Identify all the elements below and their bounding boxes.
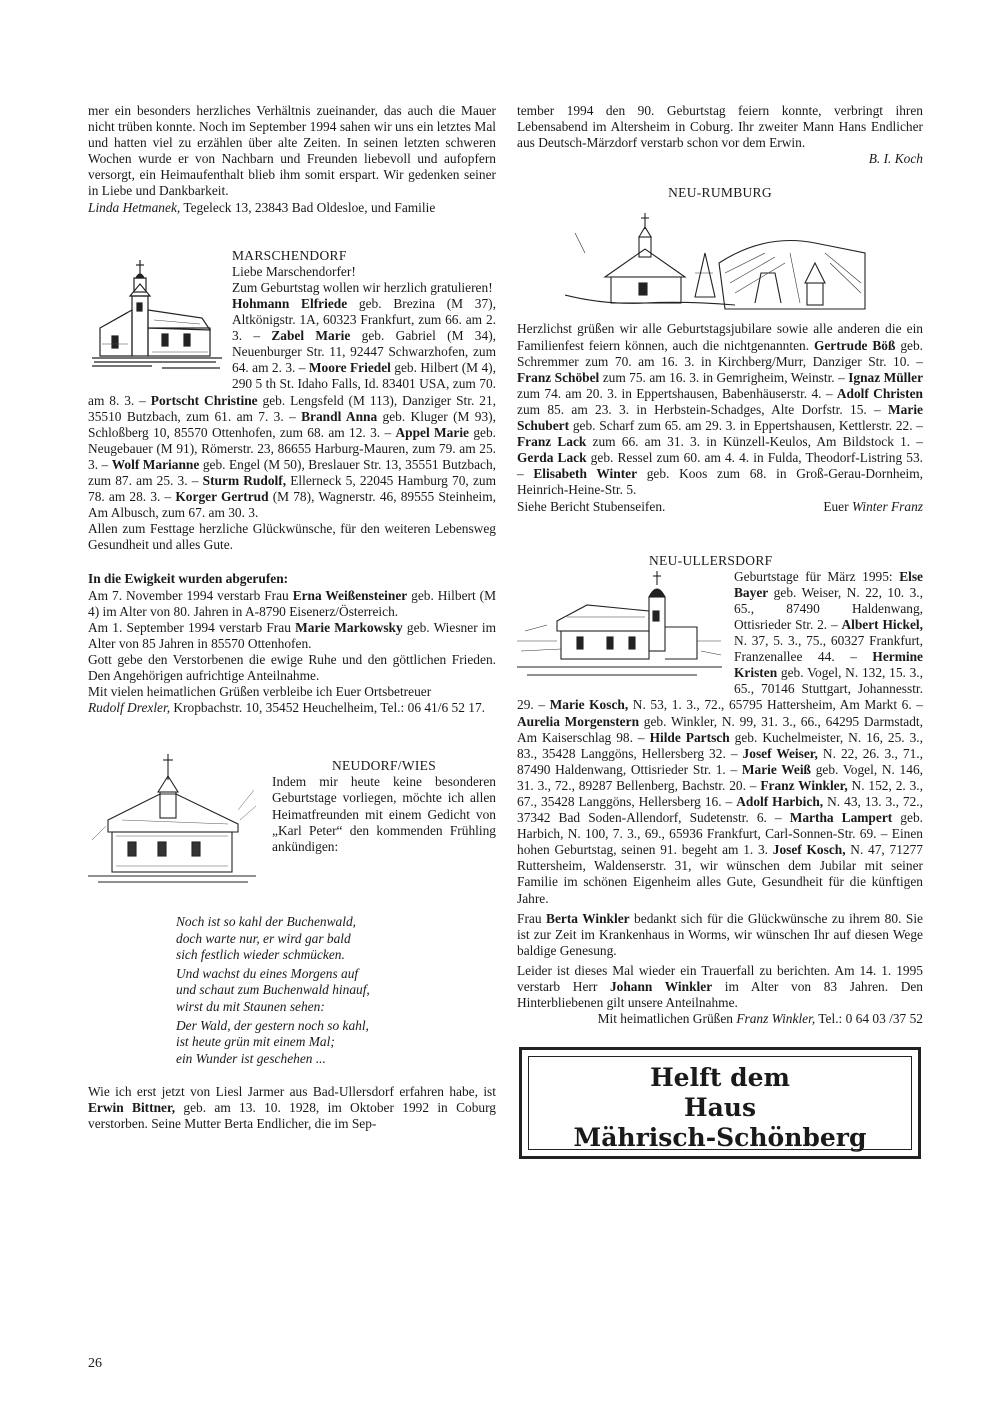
church-illustration-neudorf — [88, 750, 258, 890]
left-column — [88, 103, 496, 1132]
page-number: 26 — [88, 1356, 102, 1371]
neu-ullersdorf-birthdays: Geburtstage für März 1995: Else Bayer geb. Weiser, N. 22, 10. 3., 65., 87490 Haldenwang, Ottisrieder Str. 2. – Albert Hickel, N. 37, 5. 3., 75., 60327 Frankfurt, Franzenallee 44. – Hermine Kristen geb. Vogel, N. 132, 15. 3., 65., 70146 Stuttgart, Johannesstr. 29. – Marie Kosch, N. 53, 1. 3., 72., 65795 Hattersheim, Am Markt 6. – Aurelia Morgenstern geb. Winkler, N. 99, 31. 3., 66., 64295 Darmstadt, Am Kaiserschlag 98. – Hilde Partsch geb. Kuchelmeister, N. 16, 25. 3., 83., 35428 Langgöns, Hellersberg 32. – Josef Weiser, N. 22, 26. 3., 71., 87490 Haldenwang, Ottisrieder Str. 1. – Marie Weiß geb. Vogel, N. 146, 31. 3., 72., 89287 Bellenberg, Bachstr. 20. – Franz Winkler, N. 152, 2. 3., 67., 35428 Langgöns, Hellersberg 16. – Adolf Harbich, N. 43, 13. 3., 72., 37342 Bad Soden-Allendorf, Sudetenstr. 6. – Martha Lampert geb. Harbich, N. 100, 7. 3., 69., 65936 Frankfurt, Carl-Sonnen-Str. 69. – Einen hohen Geburtstag, seinen 91. begeht am 1. 3. Josef Kosch, N. 47, 71277 Ruttersheim, Waldenserstr. 31, wir wünschen dem Jubilar mit seiner Familie im schönen Eigenheim alles Gute, Gesundheit für die künftigen Jahre. — [517, 568, 923, 906]
section-heading-neudorf: NEUDORF/WIES — [331, 758, 437, 774]
church-illustration-neu-rumburg — [565, 213, 875, 313]
neu-rumburg-birthdays: Herzlichst grüßen wir alle Geburtstagsjubilare sowie alle anderen die ein Familienfest feiern können, auch die nichtgenannten. Gertrude Böß geb. Schremmer zum 70. am 16. 3. in Kirchberg/Murr, Danziger Str. 10. – Franz Schöbel zum 75. am 16. 3. in Gemrigheim, Weinstr. – Ignaz Müller zum 74. am 20. 3. in Eppertshausen, Babenhäuserstr. 4. – Adolf Christen zum 85. am 23. 3. in Herbstein-Schadges, Alte Dorfstr. 15. – Marie Schubert geb. Scharf zum 65. am 29. 3. in Eppertshausen, Kettlerstr. 22. – Franz Lack zum 66. am 31. 3. in Künzell-Keulos, Am Bildstock 1. – Gerda Lack geb. Ressel zum 60. am 4. 4. in Fulda, Theodorf-Listring 53. – Elisabeth Winter geb. Koos zum 68. in Groß-Gerau-Dornheim, Heinrich-Heine-Str. 5. — [517, 321, 924, 498]
appeal-box: Helft dem Haus Mährisch-Schönberg — [519, 1047, 921, 1159]
right-column: tember 1994 den 90. Geburtstag feiern konnte, verbringt ihren Lebensabend im Altersheim in Coburg. Ihr zweiter Mann Hans Endlicher aus Deutsch-Märzdorf verstarb schon vor dem Erwin. B. I. Koch NEU-RUMBURG Herzlichst grüßen wir alle Geburtstagsjubilare sowie alle anderen die ein Familienfest feiern können, auch die nichtgenannten. Gertrude Böß geb. Schremmer zum 70. am 16. 3. in Kirchberg/Murr, Danziger Str. 10. – Franz Schöbel zum 75. am 16. 3. in Gemrigheim, Weinstr. – Ignaz Müller zum 74. am 20. 3. in Eppertshausen, Babenhäuserstr. 4. – Adolf Christen zum 85. am 23. 3. in Herbstein-Schadges, Alte Dorfstr. 15. – Marie Schubert geb. Scharf zum 65. am 29. 3. in Eppertshausen, Kettlerstr. 22. – Franz Lack zum 66. am 31. 3. in Künzell-Keulos, Am Bildstock 1. – Gerda Lack geb. Ressel zum 60. am 4. 4. in Fulda, Theodorf-Listring 53. – Elisabeth Winter geb. Koos zum 68. in Groß-Gerau-Dornheim, Heinrich-Heine-Str. 5. Siehe Bericht Stubenseifen. Euer Winter Franz NEU-ULLERSDORF Geburtstage für März 1995: Else Bayer geb. Weiser, N. 22, 10. 3., 65., 87490 Haldenwang, Ottisrieder Str. 2. – Albert Hickel, N. 37, 5. 3., 75., 60327 Frankfurt, Franzenallee 44. – Hermine Kristen geb. Vogel, N. 132, 15. 3., 65., 70146 Stuttgart, Johannesstr. 29. – Marie Kosch, N. 53, 1. 3., 72., 65795 Hattersheim, Am Markt 6. – Aurelia Morgenstern geb. Winkler, N. 99, 31. 3., 66., 64295 Darmstadt, Am Kaiserschlag 98. – Hilde Partsch geb. Kuchelmeister, N. 16, 25. 3., 83., 35428 Langgöns, Hellersberg 32. – Josef Weiser, N. 22, 26. 3., 71., 87490 Haldenwang, Ottisrieder Str. 1. – Marie Weiß geb. Vogel, N. 146, 31. 3., 72., 89287 Bellenberg, Bachstr. 20. – Franz Winkler, N. 152, 2. 3., 67., 35428 Langgöns, Hellersberg 16. – Adolf Harbich, N. 43, 13. 3., 72., 37342 Bad Soden-Allendorf, Sudetenstr. 6. – Martha Lampert geb. Harbich, N. 100, 7. 3., 69., 65936 Frankfurt, Carl-Sonnen-Str. 69. – Einen hohen Geburtstag, seinen 91. begeht am 1. 3. Josef Kosch, N. 47, 71277 Ruttersheim, Waldenserstr. 31, wir wünschen dem Jubilar mit seiner Familie im schönen Eigenheim alles Gute, Gesundheit für die künftigen Jahre. Frau Berta Winkler bedankt sich für die Glückwünsche zu ihrem 80. Sie ist zur Zeit im Krankenhaus in Worms, wir wünschen Ihr auf diesen Wege baldige Genesung. Leider ist dieses Mal wieder ein Trauerfall zu berichten. Am 14. 1. 1995 verstarb Herr Johann Winkler im Alter von 83 Jahren. Den Hinterbliebenen gilt unsere Anteilnahme. Mit heimatlichen Grüßen Franz Winkler, Tel.: 0 64 03 /37 52 Helft dem Haus Mährisch-Schönberg — [517, 103, 923, 1159]
marschendorf-birthdays: Hohmann Elfriede geb. Brezina (M 37), Altkönigstr. 1A, 60323 Frankfurt, zum 66. am 2. 3. – Zabel Marie geb. Gabriel (M 34), Neuenburger Str. 11, 92447 Schwarzhofen, zum 64. am 2. 3. – Moore Friedel geb. Hilbert (M 4), 290 5 th St. Idaho Falls, Id. 83401 USA, zum 70. am 8. 3. – Portscht Christine geb. Lengsfeld (M 113), Danziger Str. 21, 35510 Butzbach, zum 61. am 7. 3. – Brandl Anna geb. Kluger (M 93), Schloßberg 10, 85570 Ottenhofen, zum 68. am 12. 3. – Appel Marie geb. Neugebauer (M 91), Römerstr. 23, 86655 Harburg-Mauren, zum 79. am 25. 3. – Wolf Marianne geb. Engel (M 50), Breslauer Str. 13, 35551 Butzbach, zum 87. am 25. 3. – Sturm Rudolf, Ellerneck 5, 22045 Hamburg 70, zum 78. am 28. 3. – Korger Gertrud (M 78), Wagnerstr. 46, 89555 Steinheim, Am Albusch, zum 67. am 30. 3. — [88, 295, 497, 521]
neudorf-section: NEUDORF/WIES Indem mir heute keine besonderen Geburtstage vorliegen, möchte ich allen Heimatfreunden mit einem Gedicht von „Karl Peter“ den kommenden Frühling ankündigen: Noch ist so kahl der Buchenwald, doch warte nur, er wird gar bald sich festlich wieder schmücken. Und wachst du eines Morgens auf und schaut zum Buchenwald hinauf, wirst du mit Staunen sehen: Der Wald, der gestern noch so kahl, ist heute grün mit einem Mal; ein Wunder ist geschehen ... Wie ich erst jetzt von Liesl Jarmer aus Bad-Ullersdorf erfahren habe, ist Erwin Bittner, geb. am 13. 10. 1928, im Oktober 1992 in Coburg verstorben. Seine Mutter Berta Endlicher, die im Sep- — [88, 758, 496, 1132]
marschendorf-section: MARSCHENDORF Liebe Marschendorfer! Zum Geburtstag wollen wir herzlich gratulieren! Hohmann Elfriede geb. Brezina (M 37), Altkönigstr. 1A, 60323 Frankfurt, zum 66. am 2. 3. – Zabel Marie geb. Gabriel (M 34), Neuenburger Str. 11, 92447 Schwarzhofen, zum 64. am 2. 3. – Moore Friedel geb. Hilbert (M 4), 290 5 th St. Idaho Falls, Id. 83401 USA, zum 70. am 8. 3. – Portscht Christine geb. Lengsfeld (M 113), Danziger Str. 21, 35510 Butzbach, zum 61. am 7. 3. – Brandl Anna geb. Kluger (M 93), Schloßberg 10, 85570 Ottenhofen, zum 68. am 12. 3. – Appel Marie geb. Neugebauer (M 91), Römerstr. 23, 86655 Harburg-Mauren, zum 79. am 25. 3. – Wolf Marianne geb. Engel (M 50), Breslauer Str. 13, 35551 Butzbach, zum 87. am 25. 3. – Sturm Rudolf, Ellerneck 5, 22045 Hamburg 70, zum 78. am 28. 3. – Korger Gertrud (M 78), Wagnerstr. 46, 89555 Steinheim, Am Albusch, zum 67. am 30. 3. Allen zum Festtage herzliche Glückwünsche, für den weiteren Lebensweg Gesundheit und alles Gute. In die Ewigkeit wurden abgerufen: Am 7. November 1994 verstarb Frau Erna Weißensteiner geb. Hilbert (M 4) im Alter von 80. Jahren in A-8790 Eisenerz/Österreich. Am 1. September 1994 verstarb Frau Marie Markowsky geb. Wiesner im Alter von 85 Jahren in 85570 Ottenhofen. Gott gebe den Verstorbenen die ewige Ruhe und den göttlichen Frieden. Den Angehörigen aufrichtige Anteilnahme. Mit vielen heimatlichen Grüßen verbleibe ich Euer Ortsbetreuer Rudolf Drexler, Kropbachstr. 10, 35452 Heuchelheim, Tel.: 06 41/6 52 17. — [88, 247, 497, 716]
section-heading-neu-ullersdorf: NEU-ULLERSDORF — [649, 552, 773, 568]
church-illustration-neu-ullersdorf — [517, 571, 722, 683]
section-heading-marschendorf: MARSCHENDORF — [232, 247, 347, 263]
church-illustration-marschendorf — [92, 258, 222, 386]
death-heading: In die Ewigkeit wurden abgerufen: — [88, 571, 289, 587]
neu-ullersdorf-section: Geburtstage für März 1995: Else Bayer geb. Weiser, N. 22, 10. 3., 65., 87490 Haldenwang, Ottisrieder Str. 2. – Albert Hickel, N. 37, 5. 3., 75., 60327 Frankfurt, Franzenallee 44. – Hermine Kristen geb. Vogel, N. 132, 15. 3., 65., 70146 Stuttgart, Johannesstr. 29. – Marie Kosch, N. 53, 1. 3., 72., 65795 Hattersheim, Am Markt 6. – Aurelia Morgenstern geb. Winkler, N. 99, 31. 3., 66., 64295 Darmstadt, Am Kaiserschlag 98. – Hilde Partsch geb. Kuchelmeister, N. 16, 25. 3., 83., 35428 Langgöns, Hellersberg 32. – Josef Weiser, N. 22, 26. 3., 71., 87490 Haldenwang, Ottisrieder Str. 1. – Marie Weiß geb. Vogel, N. 146, 31. 3., 72., 89287 Bellenberg, Bachstr. 20. – Franz Winkler, N. 152, 2. 3., 67., 35428 Langgöns, Hellersberg 16. – Adolf Harbich, N. 43, 13. 3., 72., 37342 Bad Soden-Allendorf, Sudetenstr. 6. – Martha Lampert geb. Harbich, N. 100, 7. 3., 69., 65936 Frankfurt, Carl-Sonnen-Str. 69. – Einen hohen Geburtstag, seinen 91. begeht am 1. 3. Josef Kosch, N. 47, 71277 Ruttersheim, Waldenserstr. 31, wir wünschen dem Jubilar mit seiner Familie im schönen Eigenheim alles Gute, Gesundheit für die künftigen Jahre. Frau Berta Winkler bedankt sich für die Glückwünsche zu ihrem 80. Sie ist zur Zeit im Krankenhaus in Worms, wir wünschen Ihr auf diesen Wege baldige Genesung. Leider ist dieses Mal wieder ein Trauerfall zu berichten. Am 14. 1. 1995 verstarb Herr Johann Winkler im Alter von 83 Jahren. Den Hinterbliebenen gilt unsere Anteilnahme. Mit heimatlichen Grüßen Franz Winkler, Tel.: 0 64 03 /37 52 — [517, 568, 924, 1027]
poem: Noch ist so kahl der Buchenwald, doch warte nur, er wird gar bald sich festlich wieder schmücken. Und wachst du eines Morgens auf und schaut zum Buchenwald hinauf, wirst du mit Staunen sehen: Der Wald, der gestern noch so kahl, ist heute grün mit einem Mal; ein Wunder ist geschehen ... — [176, 914, 370, 1066]
section-heading-neu-rumburg: NEU-RUMBURG — [668, 185, 772, 201]
intro-paragraph: mer ein besonders herzliches Verhältnis zueinander, das auch die Mauer nicht trüben konnte. Noch im September 1994 sahen wir uns ein letztes Mal und hatten viel zu erzählen über alte Zeiten. In seinen letzten schweren Wochen wurde er von Nachbarn und Freunden liebevoll und aufopfern versorgt, ein Heimaufenthalt blieb ihm somit erspart. Wir gedenken seiner in Liebe und Dankbarkeit. — [88, 103, 496, 199]
intro-signature: Linda Hetmanek, Tegeleck 13, 23843 Bad Oldesloe, und Familie — [88, 199, 436, 215]
